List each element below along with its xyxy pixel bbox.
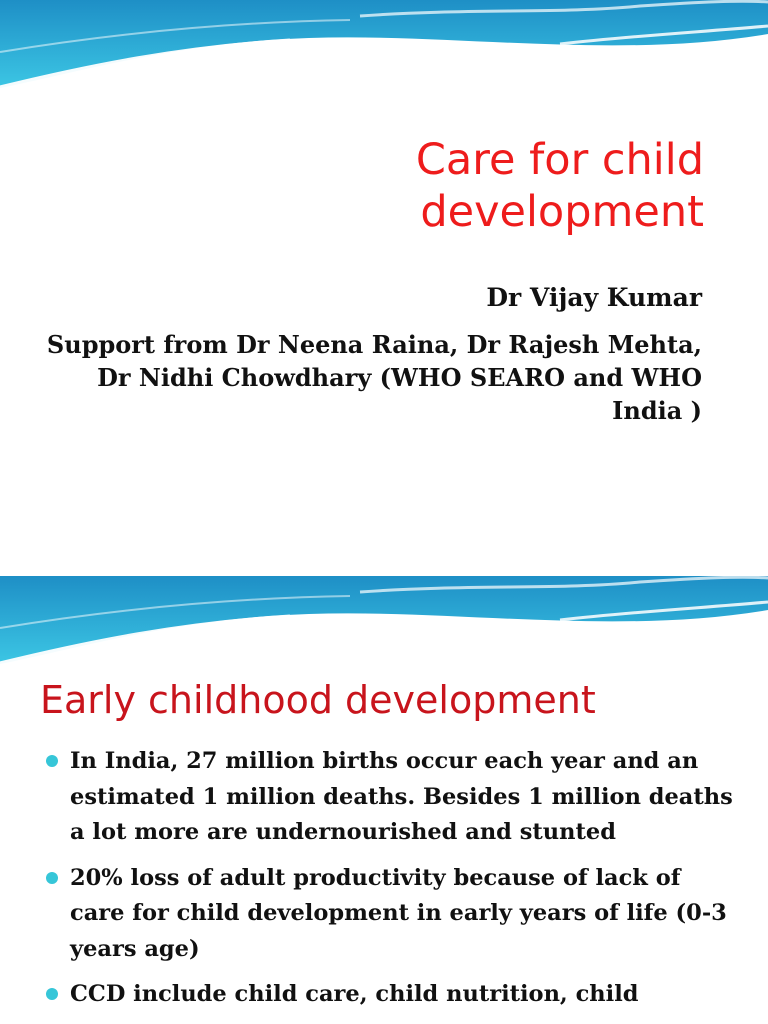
bullet-text: In India, 27 million births occur each year and an estimated 1 million deaths. Besides 1 million deaths a lot more are undernourished and stunted xyxy=(70,748,733,845)
content-slide xyxy=(0,576,768,1024)
slide-title: Early childhood development xyxy=(40,678,596,722)
support-credits: Support from Dr Neena Raina, Dr Rajesh Mehta, Dr Nidhi Chowdhary (WHO SEARO and WHO India ) xyxy=(46,330,702,425)
round-bullet-icon xyxy=(46,872,58,884)
bullet-item xyxy=(46,977,736,1013)
bullet-list xyxy=(46,744,736,1023)
bullet-text: CCD include child care, child nutrition, child xyxy=(70,981,639,1007)
round-bullet-icon xyxy=(46,755,58,767)
wave-banner-icon xyxy=(0,0,768,100)
author-name: Dr Vijay Kumar xyxy=(486,283,702,312)
slide-title: Care for child development xyxy=(415,135,704,237)
round-bullet-icon xyxy=(46,988,58,1000)
bullet-text: 20% loss of adult productivity because of lack of care for child development in early years of life (0-3 years age) xyxy=(70,864,727,962)
bullet-item xyxy=(46,861,736,968)
wave-banner-icon xyxy=(0,576,768,676)
bullet-item xyxy=(46,744,736,851)
